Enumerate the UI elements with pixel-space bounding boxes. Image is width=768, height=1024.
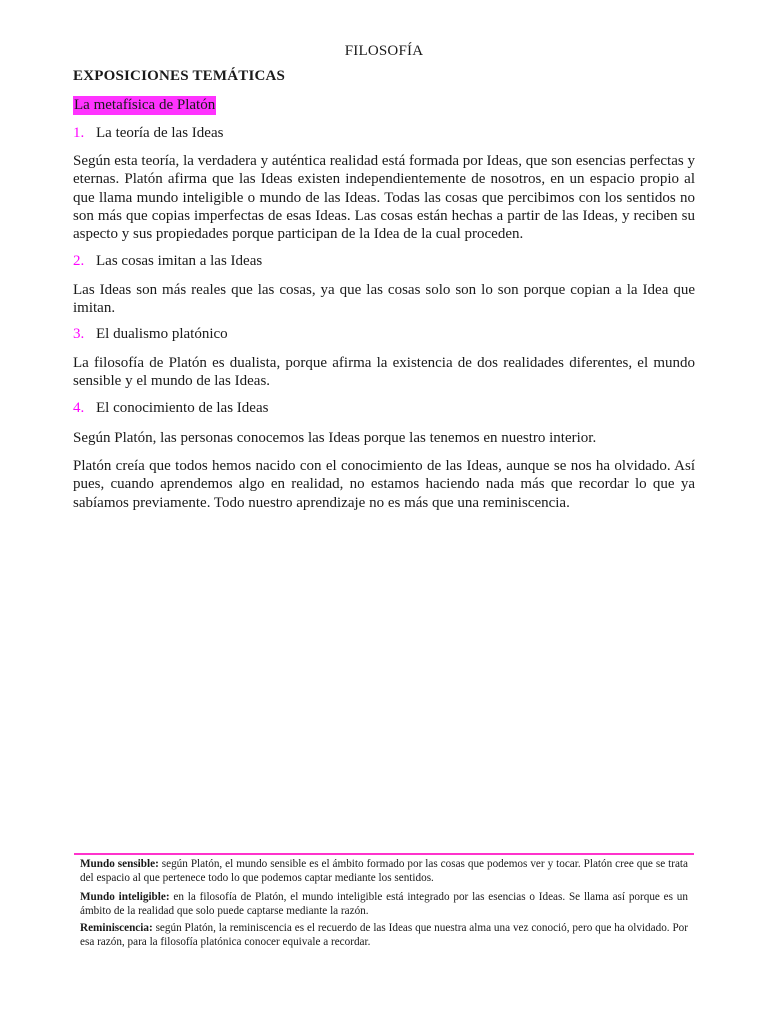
section-heading-2 (73, 253, 262, 270)
section-title: El dualismo platónico (96, 326, 228, 342)
footnote-text: según Platón, el mundo sensible es el ámbito formado por las cosas que podemos ver y tocar. Platón cree que se trata del espacio al que pertenece todo lo que podemos captar mediante los sentidos. (80, 858, 688, 884)
section-heading-3 (73, 326, 228, 343)
section-title: La teoría de las Ideas (96, 125, 224, 141)
footnote-text: en la filosofía de Platón, el mundo inteligible está integrado por las esencias o Ideas. Se llama así porque es un ámbito de la realidad que solo puede captarse mediante la razón. (80, 891, 688, 917)
page-heading: EXPOSICIONES TEMÁTICAS (73, 68, 286, 84)
section-heading-1 (73, 125, 223, 142)
footnote-text: según Platón, la reminiscencia es el recuerdo de las Ideas que nuestra alma una vez conoció, pero que ha olvidado. Por esa razón, para la filosofía platónica conocer equivale a recordar. (80, 922, 688, 948)
section-title: El conocimiento de las Ideas (96, 400, 269, 416)
footnote-mundo-sensible (80, 857, 688, 885)
section-number: 1. (73, 125, 85, 141)
section-heading-4 (73, 400, 268, 417)
section-number: 3. (73, 326, 85, 342)
footnote-term: Mundo sensible: (80, 858, 159, 870)
footnote-reminiscencia (80, 921, 688, 949)
paragraph: Según Platón, las personas conocemos las Ideas porque las tenemos en nuestro interior. (73, 430, 597, 446)
paragraph: Las Ideas son más reales que las cosas, ya que las cosas solo son lo son porque copian a la Idea que imitan. (73, 282, 695, 317)
section-number: 2. (73, 253, 85, 269)
section-title-highlight: La metafísica de Platón (74, 97, 216, 113)
footnote-term: Mundo inteligible: (80, 891, 170, 903)
paragraph: Platón creía que todos hemos nacido con el conocimiento de las Ideas, aunque se nos ha olvidado. Así pues, cuando aprendemos algo en realidad, no estamos haciendo nada más que recordar lo que ya sabíamos previamente. Todo nuestro aprendizaje no es más que una reminiscencia. (73, 458, 695, 511)
footnote-divider (74, 853, 694, 855)
footnote-mundo-inteligible (80, 890, 688, 918)
section-number: 4. (73, 400, 85, 416)
footnote-term: Reminiscencia: (80, 922, 153, 934)
section-title: Las cosas imitan a las Ideas (96, 253, 263, 269)
paragraph: La filosofía de Platón es dualista, porque afirma la existencia de dos realidades diferentes, el mundo sensible y el mundo de las Ideas. (73, 355, 695, 390)
paragraph: Según esta teoría, la verdadera y auténtica realidad está formada por Ideas, que son esencias perfectas y eternas. Platón afirma que las Ideas existen independientemente de nosotros, en un espacio propio al que llama mundo inteligible o mundo de las Ideas. Todas las cosas que percibimos con los sentidos no son más que copias imperfectas de esas Ideas. Las cosas están hechas a partir de las Ideas, y reciben su aspecto y sus propiedades porque participan de la Idea de la cual proceden. (73, 153, 695, 243)
subject-title: FILOSOFÍA (344, 43, 424, 59)
